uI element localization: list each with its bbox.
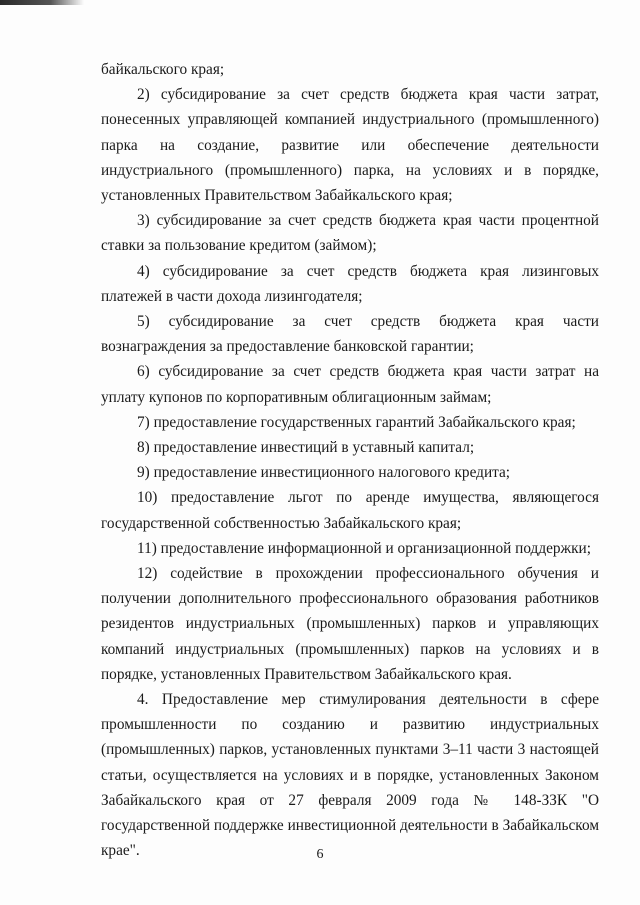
scan-edge-mark	[0, 0, 84, 5]
paragraph-item-8: 8) предоставление инвестиций в уставный капитал;	[137, 439, 475, 457]
paragraph-item-12: 12) содействие в прохождении профессионального обучения и получении дополнительного профессионального образования работников резидентов индустриальных (промышленных) парков и управляющих компаний индустриальных (промышленных) парков на условиях и в порядке, установленных Правительством Забайкальского края.	[101, 565, 599, 683]
paragraph-continuation: байкальского края;	[101, 61, 225, 78]
paragraph-section-4: 4. Предоставление мер стимулирования деятельности в сфере промышленности по созданию и развитию индустриальных (промышленных) парков, установленных пунктами 3–11 части 3 настоящей статьи, осуществляется на условиях и в порядке, установленных Законом Забайкальского края от 27 февраля 2009 года № 148-ЗЗК "О государственной поддержке инвестиционной деятельности в Забайкальском крае".	[101, 691, 599, 860]
paragraph-item-9: 9) предоставление инвестиционного налогового кредита;	[137, 464, 511, 482]
paragraph-item-6: 6) субсидирование за счет средств бюджета края части затрат на уплату купонов по корпоративным облигационным займам;	[101, 363, 599, 406]
paragraph-item-11: 11) предоставление информационной и организационной поддержки;	[137, 539, 591, 557]
paragraph-item-4: 4) субсидирование за счет средств бюджета края лизинговых платежей в части дохода лизингодателя;	[101, 262, 599, 305]
page-number: 6	[316, 847, 324, 862]
paragraph-item-5: 5) субсидирование за счет средств бюджета края части вознаграждения за предоставление банковской гарантии;	[101, 313, 599, 356]
paragraph-item-3: 3) субсидирование за счет средств бюджета края части процентной ставки за пользование кредитом (займом);	[101, 212, 599, 255]
paragraph-item-2: 2) субсидирование за счет средств бюджета края части затрат, понесенных управляющей компанией индустриального (промышленного) парка на создание, развитие или обеспечение деятельности индустриального (промышленного) парка, на условиях и в порядке, установленных Правительством Забайкальского края;	[101, 86, 599, 205]
document-body	[101, 57, 599, 864]
paragraph-item-7: 7) предоставление государственных гарантий Забайкальского края;	[137, 413, 576, 431]
paragraph-item-10: 10) предоставление льгот по аренде имущества, являющегося государственной собственностью Забайкальского края;	[101, 489, 599, 532]
